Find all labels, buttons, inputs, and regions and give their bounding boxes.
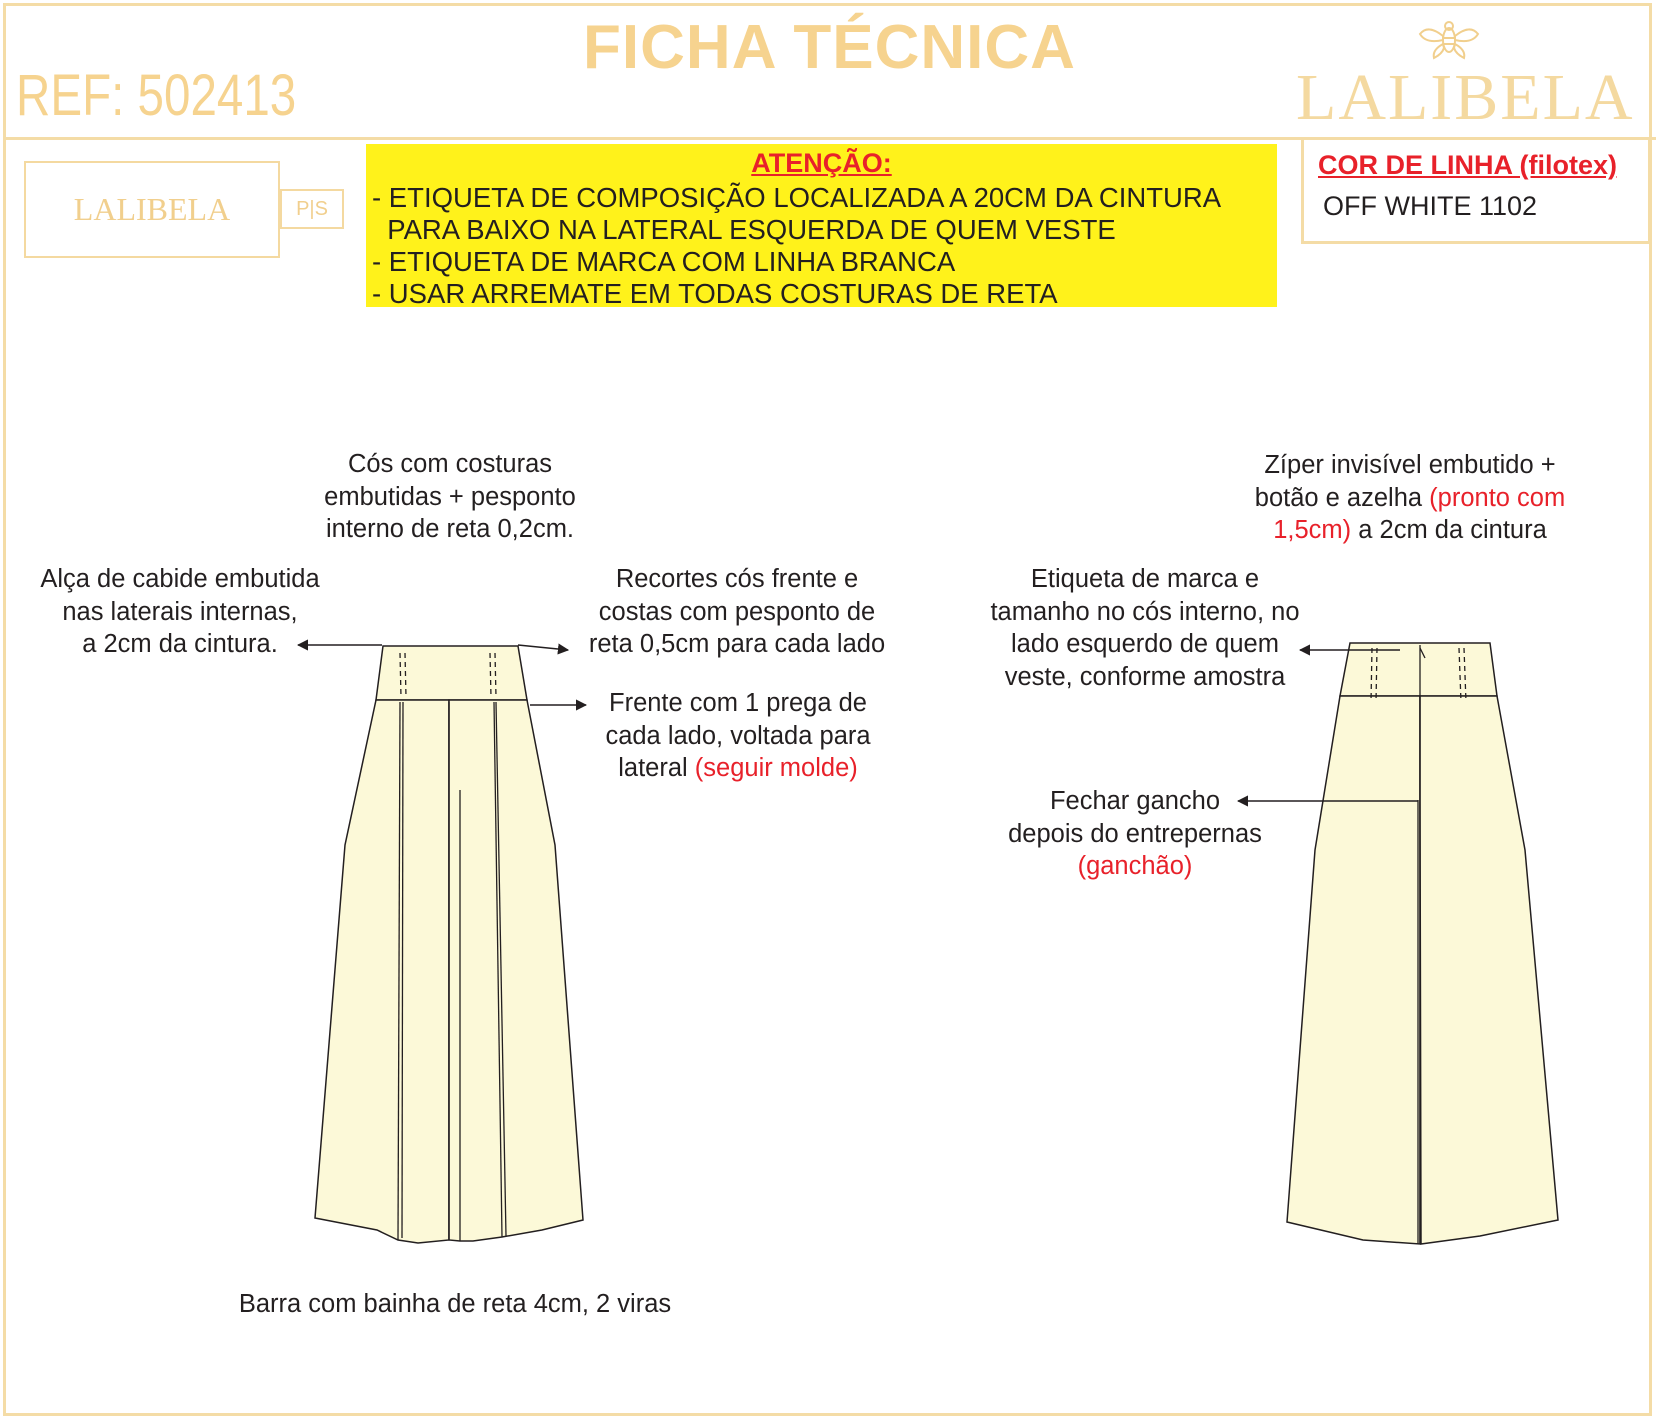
note-line [1220, 482, 1600, 515]
brand-logo: LALIBELA [1296, 61, 1635, 134]
note-text-red: (seguir molde) [694, 754, 858, 782]
arrow-recortes [518, 645, 568, 650]
note-line: Cós com costuras [347, 450, 553, 478]
attention-title: ATENÇÃO: [751, 148, 892, 178]
note-line: interno de reta 0,2cm. [325, 515, 575, 543]
note-line: reta 0,5cm para cada lado [588, 630, 886, 658]
note-line [578, 752, 898, 785]
note-line: Frente com 1 prega de [609, 689, 867, 717]
note-line: cada lado, voltada para [605, 721, 871, 750]
note-line: costas com pesponto de [598, 597, 876, 626]
note-text: a 2cm da cintura [1358, 516, 1547, 544]
note-text: lateral [618, 754, 688, 782]
page-title: FICHA TÉCNICA [583, 13, 1076, 82]
attention-line: - ETIQUETA DE MARCA COM LINHA BRANCA [372, 246, 956, 277]
note-line: Etiqueta de marca e [1030, 565, 1260, 593]
note-text-red: (pronto com [1429, 483, 1566, 512]
note-line: tamanho no cós interno, no [990, 597, 1300, 626]
note-line: veste, conforme amostra [1004, 662, 1286, 691]
note-line: a 2cm da cintura. [82, 630, 278, 658]
note-recortes [562, 563, 912, 661]
thread-color-title: COR DE LINHA (filotex) [1318, 150, 1617, 180]
note-barra: Barra com bainha de reta 4cm, 2 viras [238, 1290, 672, 1318]
note-alca [10, 563, 350, 661]
note-cos [290, 448, 610, 546]
note-line: Zíper invisível embutido + [1264, 451, 1556, 479]
note-line: Alça de cabide embutida [40, 565, 320, 593]
front-leg-left [315, 700, 449, 1243]
note-line: depois do entrepernas [1008, 819, 1262, 848]
back-leg-left [1287, 696, 1420, 1244]
note-text-red: 1,5cm) [1273, 516, 1352, 544]
note-text: botão e azelha [1254, 483, 1423, 512]
front-waistband [376, 646, 527, 700]
thread-color-value: OFF WHITE 1102 [1323, 191, 1538, 221]
note-line: Recortes cós frente e [615, 565, 859, 593]
note-etiqueta [960, 563, 1330, 693]
note-frente [578, 687, 898, 785]
back-view-drawing [1287, 643, 1558, 1244]
back-waistband [1340, 643, 1497, 696]
note-line [1220, 514, 1600, 547]
note-line: embutidas + pesponto [324, 482, 576, 511]
note-line-red: (ganchão) [1077, 852, 1193, 880]
note-ziper [1220, 449, 1600, 547]
note-line: nas laterais internas, [62, 597, 298, 626]
reference-code: REF: 502413 [16, 63, 297, 128]
attention-line: - USAR ARREMATE EM TODAS COSTURAS DE RETA [372, 278, 1058, 309]
note-line: lado esquerdo de quem [1011, 630, 1279, 658]
attention-line: PARA BAIXO NA LATERAL ESQUERDA DE QUEM VESTE [372, 214, 1116, 245]
size-label-sample: P|S [280, 189, 344, 229]
label-brand-text: LALIBELA [73, 191, 231, 227]
note-gancho [980, 785, 1290, 883]
attention-line: - ETIQUETA DE COMPOSIÇÃO LOCALIZADA A 20CM DA CINTURA [372, 182, 1222, 213]
front-leg-right [449, 700, 583, 1241]
back-leg-right [1420, 696, 1558, 1244]
note-line: Fechar gancho [1049, 787, 1221, 815]
